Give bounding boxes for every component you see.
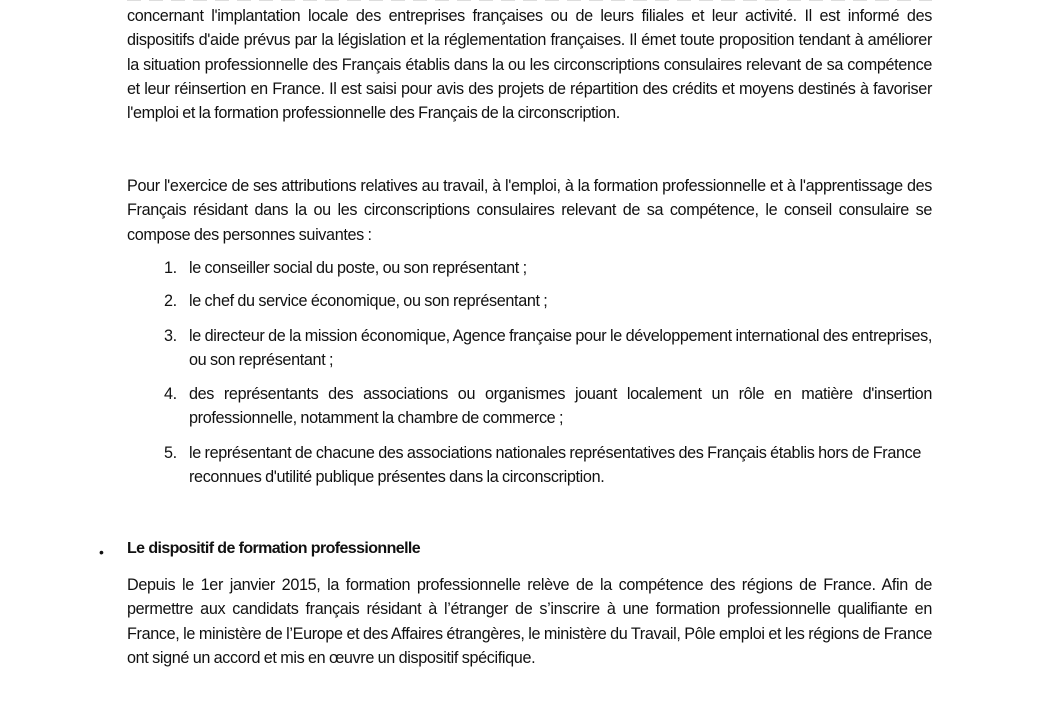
paragraph-consular-council-role: concernant l'implantation locale des entreprises françaises ou de leurs filiales et leur activité. Il est informé des dispositifs d'aide prévus par la législation et la réglementation françaises. Il émet toute proposition tendant à améliorer la situation professionnelle des Français établis dans la ou les circonscriptions consulaires relevant de sa compétence et leur réinsertion en France. Il est saisi pour avis des projets de répartition des crédits et moyens destinés à favoriser l'emploi et la formation professionnelle des Français de la circonscription. (127, 7, 932, 123)
paragraph-training-scheme: Depuis le 1er janvier 2015, la formation professionnelle relève de la compétence des régions de France. Afin de permettre aux candidats français résidant à l’étranger de s’inscrire à une formation professionnelle qualifiante en France, le ministère de l’Europe et des Affaires étrangères, le ministère du Travail, Pôle emploi et les régions de France ont signé un accord et mis en œuvre un dispositif spécifique. (127, 576, 932, 667)
list-number: 2. (164, 292, 177, 310)
list-number: 1. (164, 259, 177, 277)
section-heading: Le dispositif de formation professionnelle (127, 540, 421, 557)
list-number: 4. (164, 385, 177, 403)
bullet-icon: • (99, 544, 104, 560)
list-text: le directeur de la mission économique, Agence française pour le développement international des entreprises, ou son représentant ; (189, 327, 932, 370)
list-text: le chef du service économique, ou son représentant ; (189, 292, 548, 310)
list-number: 3. (164, 327, 177, 345)
list-text: le représentant de chacune des associations nationales représentatives des Français établis hors de France reconnues d'utilité publique présentes dans la circonscription. (189, 444, 922, 487)
list-text: des représentants des associations ou organismes jouant localement un rôle en matière d'insertion professionnelle, notamment la chambre de commerce ; (189, 385, 932, 428)
list-number: 5. (164, 444, 177, 462)
paragraph-council-composition: Pour l'exercice de ses attributions relatives au travail, à l'emploi, à la formation professionnelle et à l'apprentissage des Français résidant dans la ou les circonscriptions consulaires relevant de sa compétence, le conseil consulaire se compose des personnes suivantes : (127, 177, 932, 244)
list-text: le conseiller social du poste, ou son représentant ; (189, 259, 527, 277)
